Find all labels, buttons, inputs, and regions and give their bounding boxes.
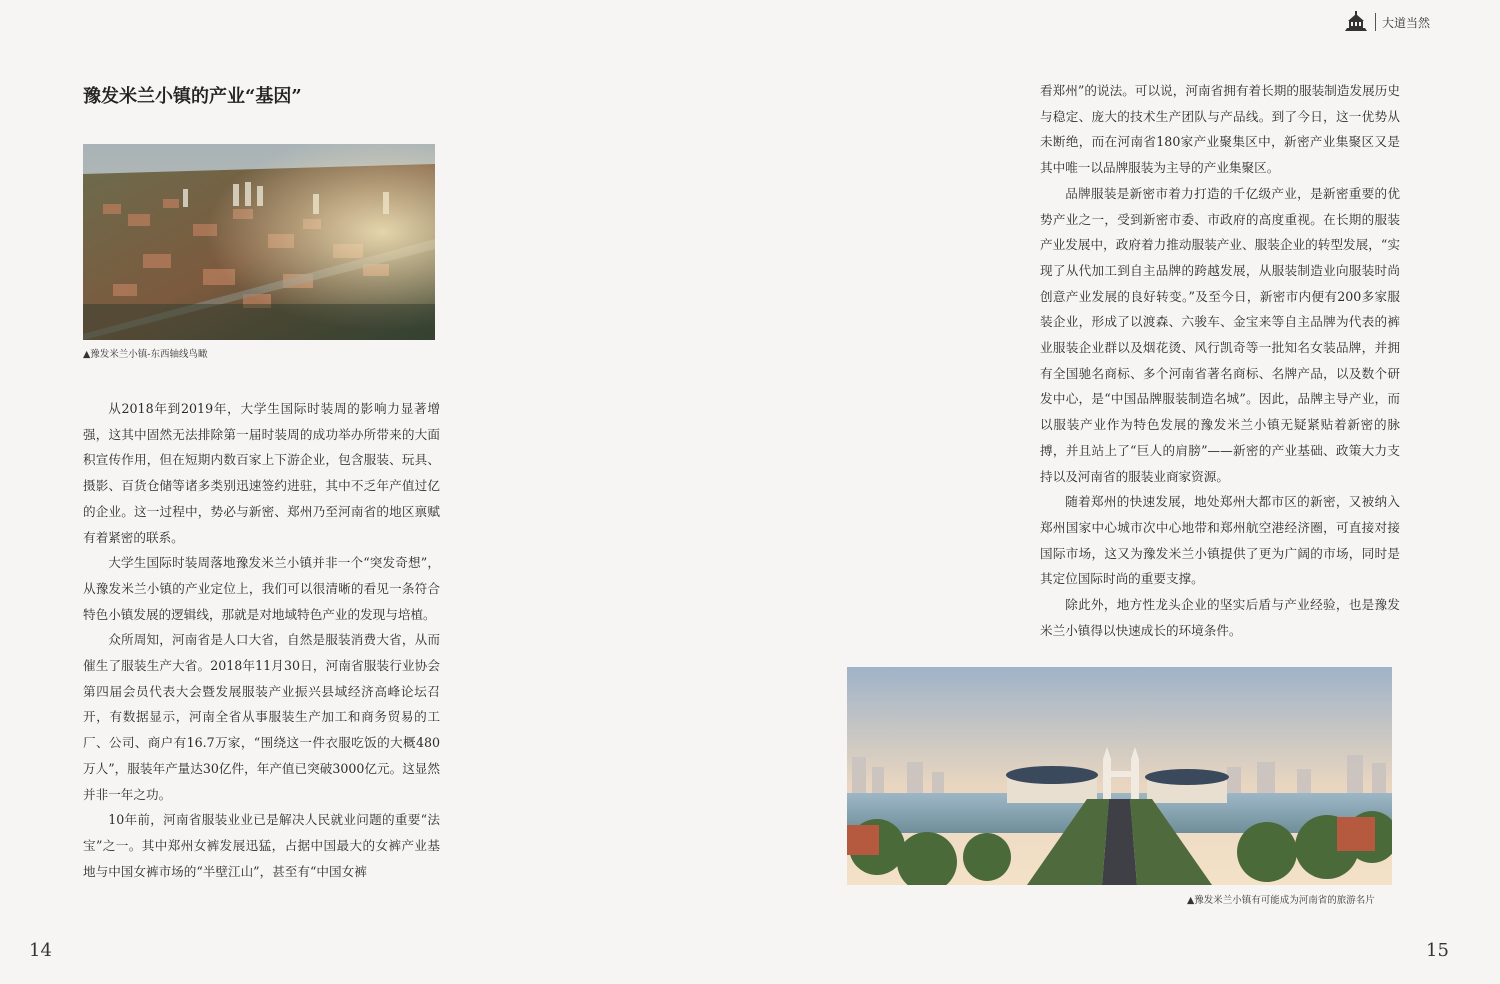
header-label: 大道当然 <box>1382 15 1431 30</box>
aerial-town-image <box>83 144 435 340</box>
page-number-left: 14 <box>29 940 52 961</box>
paragraph: 品牌服装是新密市着力打造的千亿级产业，是新密重要的优势产业之一，受到新密市委、市政府的高度重视。在长期的服装产业发展中，政府着力推动服装产业、服装企业的转型发展，“实现了从代加工到自主品牌的跨越发展，从服装制造业向服装时尚创意产业发展的良好转变。”及至今日，新密市内便有200多家服装企业，形成了以渡森、六骏车、金宝来等自主品牌为代表的裤业服装企业群以及烟花烫、风行凯奇等一批知名女装品牌，并拥有全国驰名商标、多个河南省著名商标、名牌产品，以及数个研发中心，是“中国品牌服装制造名城”。因此，品牌主导产业，而以服装产业作为特色发展的豫发米兰小镇无疑紧贴着新密的脉搏，并且站上了“巨人的肩膀”——新密的产业基础、政策大力支持以及河南省的服装业商家资源。 <box>1040 185 1400 484</box>
paragraph: 众所周知，河南省是人口大省，自然是服装消费大省，从而催生了服装生产大省。2018年11月30日，河南省服装行业协会第四届会员代表大会暨发展服装产业振兴县域经济高峰论坛召开，有数据显示，河南全省从事服装生产加工和商务贸易的工厂、公司、商户有16.7万家，“围绕这一件衣服吃饭的大概480万人”，服装年产量达30亿件，年产值已突破3000亿元。这显然并非一年之功。 <box>83 632 440 802</box>
article-title: 豫发米兰小镇的产业“基因” <box>83 86 302 107</box>
page-number-right: 15 <box>1426 940 1449 961</box>
image-caption-left: ▲豫发米兰小镇-东西轴线鸟瞰 <box>83 349 208 360</box>
header-mark <box>1343 10 1443 34</box>
paragraph: 除此外，地方性龙头企业的坚实后盾与产业经验，也是豫发米兰小镇得以快速成长的环境条件。 <box>1040 597 1400 638</box>
left-body-text <box>83 396 440 884</box>
town-gate-image <box>847 667 1392 885</box>
paragraph: 大学生国际时装周落地豫发米兰小镇并非一个“突发奇想”，从豫发米兰小镇的产业定位上，我们可以很清晰的看见一条符合特色小镇发展的逻辑线，那就是对地域特色产业的发现与培植。 <box>83 555 440 622</box>
building-icon <box>1343 11 1369 33</box>
paragraph: 10年前，河南省服装业业已是解决人民就业问题的重要“法宝”之一。其中郑州女裤发展迅猛，占据中国最大的女裤产业基地与中国女裤市场的“半壁江山”，甚至有“中国女裤 <box>83 812 440 879</box>
paragraph: 从2018年到2019年，大学生国际时装周的影响力显著增强，这其中固然无法排除第一届时装周的成功举办所带来的大面积宣传作用，但在短期内数百家上下游企业，包含服装、玩具、摄影、百货仓储等诸多类别迅速签约进驻，其中不乏年产值过亿的企业。这一过程中，势必与新密、郑州乃至河南省的地区禀赋有着紧密的联系。 <box>83 401 440 545</box>
header-divider <box>1375 13 1376 31</box>
paragraph: 看郑州”的说法。可以说，河南省拥有着长期的服装制造发展历史与稳定、庞大的技术生产团队与产品线。到了今日，这一优势从未断绝，而在河南省180家产业聚集区中，新密产业集聚区又是其中唯一以品牌服装为主导的产业集聚区。 <box>1040 83 1400 176</box>
right-body-text <box>1040 78 1400 643</box>
paragraph: 随着郑州的快速发展，地处郑州大都市区的新密，又被纳入郑州国家中心城市次中心地带和郑州航空港经济圈，可直接对接国际市场，这又为豫发米兰小镇提供了更为广阔的市场，同时是其定位国际时尚的重要支撑。 <box>1040 494 1400 587</box>
image-caption-right: ▲豫发米兰小镇有可能成为河南省的旅游名片 <box>1187 895 1375 906</box>
